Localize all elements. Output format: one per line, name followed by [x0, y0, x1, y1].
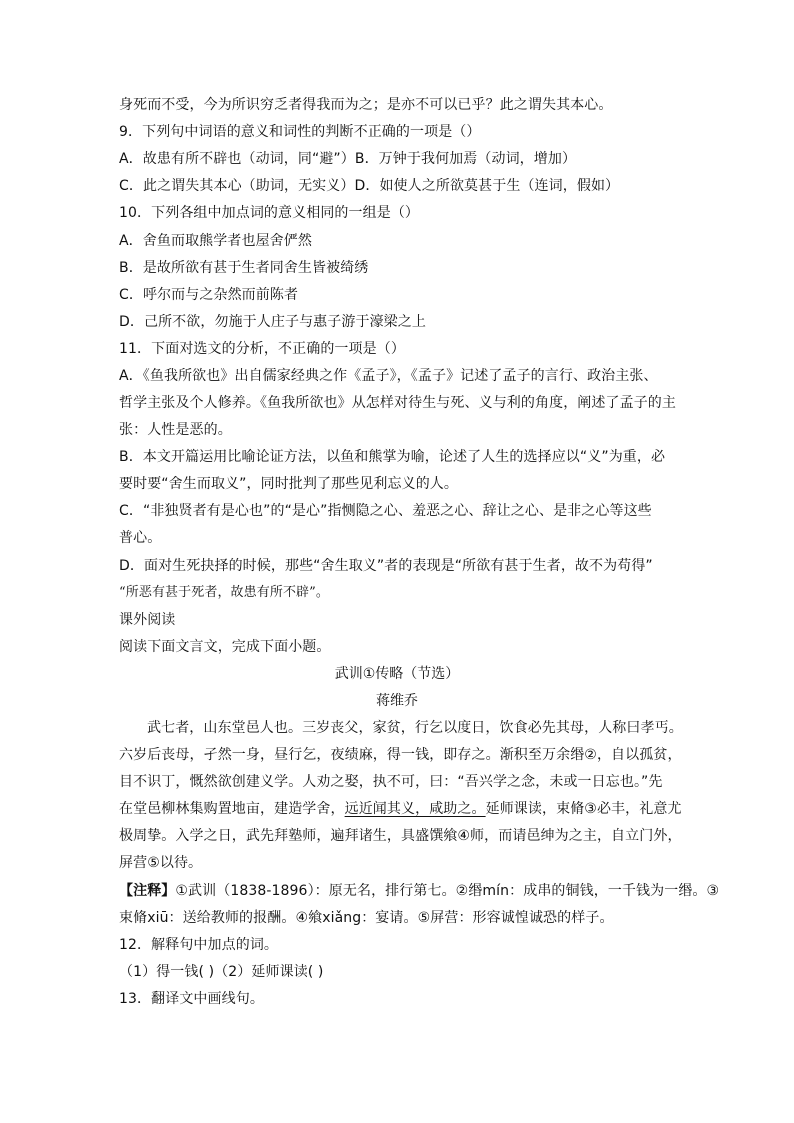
- passage-line: [119, 799, 682, 819]
- question-11-option-a-cont: 哲学主张及个人修养。《鱼我所欲也》从怎样对待生与死、义与利的角度，阐述了孟子的主: [119, 395, 676, 411]
- passage-author: 蒋维乔: [376, 693, 418, 709]
- passage-line: 武七者，山东堂邑人也。三岁丧父，家贫，行乞以度日，饮食必先其母，人称曰孝丐。: [147, 720, 683, 736]
- question-11-option-c-cont: 普心。: [119, 530, 162, 546]
- underlined-sentence: 远近闻其义，咸助之。: [344, 801, 486, 817]
- question-10-option-c: C．呼尔而与之杂然而前陈者: [119, 287, 299, 303]
- question-9-options-ab: A．故患有所不辟也（动词，同“避”）B．万钟于我何加焉（动词，增加）: [119, 151, 577, 167]
- question-10-option-a: A．舍鱼而取熊学者也屋舍俨然: [119, 233, 312, 249]
- passage-title: 武训①传略（节选）: [334, 666, 460, 682]
- question-11-option-d: D．面对生死抉择的时候，那些“舍生取义”者的表现是“所欲有甚于生者，故不为苟得”: [119, 558, 653, 574]
- question-11-option-c: C．“非独贤者有是心也”的“是心”指恻隐之心、羞恶之心、辞让之心、是非之心等这些: [119, 503, 652, 519]
- annotation-label: 【注释】: [119, 883, 176, 899]
- passage-line: 屏营⑤以待。: [119, 855, 203, 871]
- question-10: 10．下列各组中加点词的意义相同的一组是（）: [119, 205, 420, 221]
- question-11-option-b-cont: 要时要“舍生而取义”，同时批判了那些见利忘义的人。: [119, 476, 459, 492]
- annotation-text: ①武训（1838-1896）：原无名，排行第七。②缗mín：成串的铜钱，一千钱为一缗。③: [175, 883, 720, 899]
- question-9-options-cd: C．此之谓失其本心（助词，无实义）D．如使人之所欲莫甚于生（连词，假如）: [119, 178, 620, 194]
- passage-line: 极周挚。入学之日，武先拜塾师，遍拜诸生，具盛馔飨④师，而请邑绅为之主，自立门外，: [119, 828, 682, 844]
- passage-text: 延师课读，束脩③必丰，礼意尤: [485, 801, 682, 817]
- text-line: 身死而不受，今为所识穷乏者得我而为之；是亦不可以已乎？此之谓失其本心。: [119, 97, 613, 113]
- question-11-option-a: A．《鱼我所欲也》出自儒家经典之作《孟子》，《孟子》记述了孟子的言行、政治主张、: [119, 368, 658, 384]
- section-heading: 课外阅读: [119, 612, 176, 628]
- question-11: 11．下面对选文的分析，不正确的一项是（）: [119, 341, 405, 357]
- question-9: 9．下列句中词语的意义和词性的判断不正确的一项是（）: [119, 124, 481, 140]
- question-13: 13．翻译文中画线句。: [119, 991, 264, 1007]
- question-11-option-d-cont: “所恶有甚于死者，故患有所不辟”。: [119, 585, 329, 600]
- question-12: 12．解释句中加点的词。: [119, 937, 279, 953]
- passage-text: 在堂邑柳林集购置地亩，建造学舍，: [119, 801, 345, 817]
- question-11-option-b: B．本文开篇运用比喻论证方法，以鱼和熊掌为喻，论述了人生的选择应以“义”为重，必: [119, 449, 666, 465]
- passage-line: 六岁后丧母，孑然一身，昼行乞，夜绩麻，得一钱，即存之。渐积至万余缗②，自以孤贫，: [119, 747, 682, 763]
- instructions: 阅读下面文言文，完成下面小题。: [119, 639, 331, 655]
- annotation-line: 束脩xiū：送给教师的报酬。④飨xiǎng：宴请。⑤屏营：形容诚惶诚恐的样子。: [119, 910, 614, 926]
- question-10-option-d: D．己所不欲，勿施于人庄子与惠子游于濠梁之上: [119, 314, 426, 330]
- question-12-blanks: （1）得一钱( )（2）延师课读( ): [119, 964, 324, 980]
- annotation-line: [119, 881, 719, 901]
- question-10-option-b: B．是故所欲有甚于生者同舍生皆被绮绣: [119, 260, 369, 276]
- question-11-option-a-cont: 张：人性是恶的。: [119, 422, 232, 438]
- passage-line: 目不识丁，慨然欲创建义学。人劝之娶，执不可，曰：“吾兴学之念，未或一日忘也。”先: [119, 774, 663, 790]
